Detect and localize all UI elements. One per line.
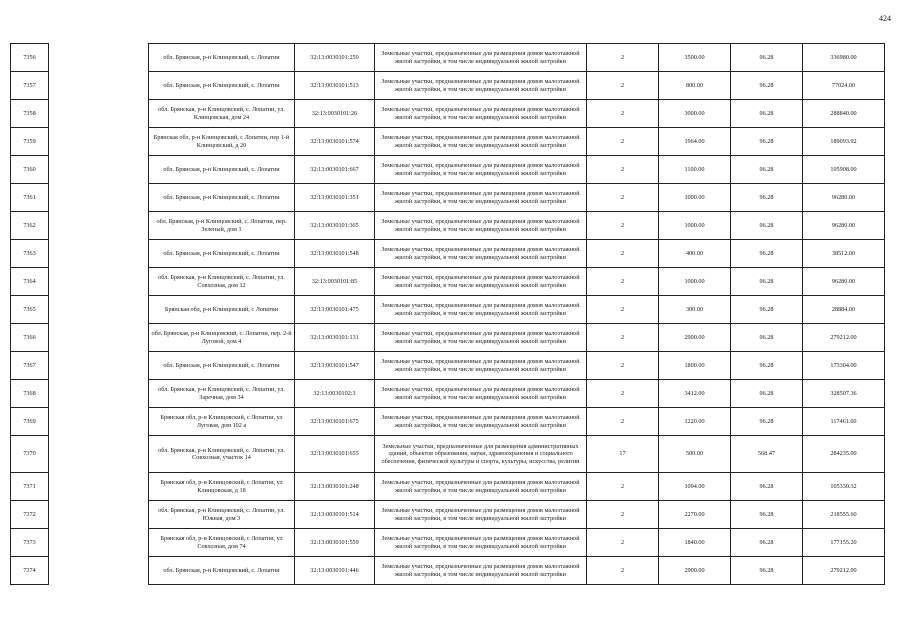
table-row [11, 212, 885, 240]
address-cell: Брянская обл, р-н Клинцовский, с Лопатни [149, 296, 295, 324]
cadastral-number-cell: 32:13:0030101:131 [295, 324, 375, 352]
cadastral-value-cell: 279212.00 [803, 324, 885, 352]
spacer-cell [49, 212, 149, 240]
cadastral-value-cell: 189093.92 [803, 128, 885, 156]
spacer-cell [49, 128, 149, 156]
cadastral-number-cell: 32:13:0030101:351 [295, 184, 375, 212]
table-row [11, 380, 885, 408]
row-number-cell: 7361 [11, 184, 49, 212]
row-number-cell: 7360 [11, 156, 49, 184]
cadastral-number-cell: 32:13:0030101:675 [295, 408, 375, 436]
cadastral-number-cell: 32:13:0030101:559 [295, 529, 375, 557]
specific-value-cell: 96.28 [731, 72, 803, 100]
table-row [11, 529, 885, 557]
spacer-cell [49, 352, 149, 380]
cadastral-number-cell: 32:13:0030101:574 [295, 128, 375, 156]
spacer-cell [49, 240, 149, 268]
land-use-cell: Земельные участки, предназначенные для размещения домов малоэтажной жилой застройки, в том числе индивидуальной жилой застройки [375, 352, 587, 380]
table-row [11, 557, 885, 585]
specific-value-cell: 96.28 [731, 128, 803, 156]
address-cell: обл. Брянская, р-н Клинцовский, с. Лопатни [149, 352, 295, 380]
group-number-cell: 2 [587, 557, 659, 585]
group-number-cell: 2 [587, 408, 659, 436]
address-cell: обл. Брянская, р-н Клинцовский, с. Лопатни [149, 72, 295, 100]
table-row [11, 156, 885, 184]
area-cell: 1094.00 [659, 473, 731, 501]
specific-value-cell: 96.28 [731, 473, 803, 501]
cadastral-value-cell: 96280.00 [803, 212, 885, 240]
spacer-cell [49, 324, 149, 352]
row-number-cell: 7374 [11, 557, 49, 585]
cadastral-number-cell: 32:13:0030101:514 [295, 501, 375, 529]
address-cell: обл. Брянская, р-н Клинцовский, с. Лопатни, ул. Клинцовская, дом 24 [149, 100, 295, 128]
area-cell: 2900.00 [659, 324, 731, 352]
area-cell: 400.00 [659, 240, 731, 268]
address-cell: обл. Брянская, р-н Клинцовский, с. Лопатни [149, 184, 295, 212]
address-cell: Брянская обл, р-н Клинцовский, с Лопатни, пер 1-й Клинцовский, д 20 [149, 128, 295, 156]
group-number-cell: 2 [587, 156, 659, 184]
spacer-cell [49, 436, 149, 473]
address-cell: обл. Брянская, р-н Клинцовский, с. Лопатни, ул. Совхозная, участок 14 [149, 436, 295, 473]
table-row [11, 296, 885, 324]
cadastral-number-cell: 32:13:0030101:250 [295, 44, 375, 72]
area-cell: 2270.00 [659, 501, 731, 529]
row-number-cell: 7356 [11, 44, 49, 72]
area-cell: 1800.00 [659, 352, 731, 380]
cadastral-value-cell: 105330.32 [803, 473, 885, 501]
spacer-cell [49, 184, 149, 212]
area-cell: 1220.00 [659, 408, 731, 436]
address-cell: Брянская обл, р-н Клинцовский, с Лопатни, ул Совхозная, дом 74 [149, 529, 295, 557]
cadastral-value-cell: 117461.60 [803, 408, 885, 436]
area-cell: 1100.00 [659, 156, 731, 184]
cadastral-value-cell: 177155.20 [803, 529, 885, 557]
group-number-cell: 2 [587, 184, 659, 212]
land-use-cell: Земельные участки, предназначенные для размещения домов малоэтажной жилой застройки, в том числе индивидуальной жилой застройки [375, 296, 587, 324]
address-cell: обл. Брянская, р-н Клинцовский, с. Лопатни, ул. Совхозная, дом 12 [149, 268, 295, 296]
cadastral-value-cell: 105908.00 [803, 156, 885, 184]
row-number-cell: 7362 [11, 212, 49, 240]
address-cell: обл. Брянская, р-н Клинцовский, с. Лопатни [149, 156, 295, 184]
specific-value-cell: 568.47 [731, 436, 803, 473]
land-use-cell: Земельные участки, предназначенные для размещения домов малоэтажной жилой застройки, в том числе индивидуальной жилой застройки [375, 529, 587, 557]
land-use-cell: Земельные участки, предназначенные для размещения домов малоэтажной жилой застройки, в том числе индивидуальной жилой застройки [375, 100, 587, 128]
spacer-cell [49, 380, 149, 408]
spacer-cell [49, 501, 149, 529]
group-number-cell: 2 [587, 296, 659, 324]
row-number-cell: 7367 [11, 352, 49, 380]
area-cell: 1964.00 [659, 128, 731, 156]
specific-value-cell: 96.28 [731, 408, 803, 436]
page-number: 424 [879, 14, 891, 23]
address-cell: обл. Брянская, р-н Клинцовский, с. Лопатни [149, 557, 295, 585]
row-number-cell: 7359 [11, 128, 49, 156]
spacer-cell [49, 100, 149, 128]
group-number-cell: 2 [587, 100, 659, 128]
address-cell: обл. Брянская, р-н Клинцовский, с. Лопатни [149, 240, 295, 268]
land-use-cell: Земельные участки, предназначенные для размещения домов малоэтажной жилой застройки, в том числе индивидуальной жилой застройки [375, 44, 587, 72]
land-use-cell: Земельные участки, предназначенные для размещения домов малоэтажной жилой застройки, в том числе индивидуальной жилой застройки [375, 408, 587, 436]
cadastral-number-cell: 32:13:0030101:365 [295, 212, 375, 240]
table-row [11, 408, 885, 436]
land-use-cell: Земельные участки, предназначенные для размещения домов малоэтажной жилой застройки, в том числе индивидуальной жилой застройки [375, 212, 587, 240]
cadastral-number-cell: 32:13:0030101:655 [295, 436, 375, 473]
cadastral-number-cell: 32:13:0030102:3 [295, 380, 375, 408]
specific-value-cell: 96.28 [731, 156, 803, 184]
row-number-cell: 7357 [11, 72, 49, 100]
spacer-cell [49, 557, 149, 585]
group-number-cell: 2 [587, 380, 659, 408]
cadastral-value-cell: 288840.00 [803, 100, 885, 128]
area-cell: 1000.00 [659, 268, 731, 296]
area-cell: 3000.00 [659, 100, 731, 128]
land-use-cell: Земельные участки, предназначенные для размещения домов малоэтажной жилой застройки, в том числе индивидуальной жилой застройки [375, 380, 587, 408]
table-row [11, 352, 885, 380]
specific-value-cell: 96.28 [731, 529, 803, 557]
land-use-cell: Земельные участки, предназначенные для размещения домов малоэтажной жилой застройки, в том числе индивидуальной жилой застройки [375, 501, 587, 529]
land-use-cell: Земельные участки, предназначенные для размещения домов малоэтажной жилой застройки, в том числе индивидуальной жилой застройки [375, 268, 587, 296]
land-use-cell: Земельные участки, предназначенные для размещения домов малоэтажной жилой застройки, в том числе индивидуальной жилой застройки [375, 240, 587, 268]
cadastral-number-cell: 32:13:0030101:475 [295, 296, 375, 324]
spacer-cell [49, 408, 149, 436]
area-cell: 1840.00 [659, 529, 731, 557]
cadastral-value-cell: 279212.00 [803, 557, 885, 585]
area-cell: 1000.00 [659, 212, 731, 240]
table-row [11, 128, 885, 156]
spacer-cell [49, 268, 149, 296]
cadastral-value-cell: 284235.00 [803, 436, 885, 473]
cadastral-number-cell: 32:13:0030101:548 [295, 240, 375, 268]
spacer-cell [49, 473, 149, 501]
area-cell: 2900.00 [659, 557, 731, 585]
row-number-cell: 7365 [11, 296, 49, 324]
row-number-cell: 7363 [11, 240, 49, 268]
cadastral-value-cell: 336980.00 [803, 44, 885, 72]
table-row [11, 501, 885, 529]
specific-value-cell: 96.28 [731, 100, 803, 128]
specific-value-cell: 96.28 [731, 352, 803, 380]
cadastral-number-cell: 32:13:0030101:26 [295, 100, 375, 128]
cadastral-number-cell: 32:13:0030101:85 [295, 268, 375, 296]
group-number-cell: 2 [587, 128, 659, 156]
address-cell: обл. Брянская, р-н Клинцовский, с. Лопатни, пер. Зеленый, дом 1 [149, 212, 295, 240]
spacer-cell [49, 156, 149, 184]
table-row [11, 100, 885, 128]
cadastral-value-cell: 28884.00 [803, 296, 885, 324]
spacer-cell [49, 296, 149, 324]
cadastral-value-cell: 96280.00 [803, 184, 885, 212]
specific-value-cell: 96.28 [731, 212, 803, 240]
group-number-cell: 2 [587, 240, 659, 268]
land-use-cell: Земельные участки, предназначенные для размещения домов малоэтажной жилой застройки, в том числе индивидуальной жилой застройки [375, 324, 587, 352]
cadastral-number-cell: 32:13:0030101:446 [295, 557, 375, 585]
land-use-cell: Земельные участки, предназначенные для размещения домов малоэтажной жилой застройки, в том числе индивидуальной жилой застройки [375, 128, 587, 156]
land-use-cell: Земельные участки, предназначенные для размещения домов малоэтажной жилой застройки, в том числе индивидуальной жилой застройки [375, 473, 587, 501]
row-number-cell: 7364 [11, 268, 49, 296]
cadastral-value-cell: 77024.00 [803, 72, 885, 100]
table-row [11, 44, 885, 72]
spacer-cell [49, 529, 149, 557]
address-cell: обл. Брянская, р-н Клинцовский, с. Лопатни [149, 44, 295, 72]
group-number-cell: 2 [587, 44, 659, 72]
table-row [11, 184, 885, 212]
group-number-cell: 2 [587, 501, 659, 529]
specific-value-cell: 96.28 [731, 501, 803, 529]
land-use-cell: Земельные участки, предназначенные для размещения домов малоэтажной жилой застройки, в том числе индивидуальной жилой застройки [375, 72, 587, 100]
address-cell: обл. Брянская, р-н Клинцовский, с. Лопатни, ул. Южная, дом 3 [149, 501, 295, 529]
group-number-cell: 17 [587, 436, 659, 473]
land-use-cell: Земельные участки, предназначенные для размещения домов малоэтажной жилой застройки, в том числе индивидуальной жилой застройки [375, 557, 587, 585]
cadastral-number-cell: 32:13:0030101:547 [295, 352, 375, 380]
cadastral-value-table [10, 43, 885, 585]
cadastral-value-cell: 328507.36 [803, 380, 885, 408]
area-cell: 1000.00 [659, 184, 731, 212]
land-use-cell: Земельные участки, предназначенные для размещения административных зданий, объектов образования, науки, здравоохранения и социального обеспечения, физической культуры и спорта, культуры, искусства, религии [375, 436, 587, 473]
address-cell: обл. Брянская, р-н Клинцовский, с. Лопатни, ул. Заречная, дом 34 [149, 380, 295, 408]
specific-value-cell: 96.28 [731, 184, 803, 212]
group-number-cell: 2 [587, 72, 659, 100]
specific-value-cell: 96.28 [731, 240, 803, 268]
address-cell: Брянская обл, р-н Клинцовский, с Лопатни, ул Клинцовская, д 18 [149, 473, 295, 501]
address-cell: обл. Брянская, р-н Клинцовский, с. Лопатни, пер. 2-й Луговой, дом 4 [149, 324, 295, 352]
row-number-cell: 7366 [11, 324, 49, 352]
table-row [11, 240, 885, 268]
group-number-cell: 2 [587, 352, 659, 380]
specific-value-cell: 96.28 [731, 380, 803, 408]
area-cell: 800.00 [659, 72, 731, 100]
group-number-cell: 2 [587, 212, 659, 240]
area-cell: 3412.00 [659, 380, 731, 408]
specific-value-cell: 96.28 [731, 324, 803, 352]
area-cell: 500.00 [659, 436, 731, 473]
cadastral-number-cell: 32:13:0030101:513 [295, 72, 375, 100]
row-number-cell: 7373 [11, 529, 49, 557]
row-number-cell: 7369 [11, 408, 49, 436]
cadastral-value-cell: 218555.60 [803, 501, 885, 529]
address-cell: Брянская обл, р-н Клинцовский, с Лопатни, ул Луговая, дом 102 а [149, 408, 295, 436]
specific-value-cell: 96.28 [731, 44, 803, 72]
cadastral-number-cell: 32:13:0030101:667 [295, 156, 375, 184]
table-row [11, 324, 885, 352]
group-number-cell: 2 [587, 268, 659, 296]
group-number-cell: 2 [587, 473, 659, 501]
table-row [11, 473, 885, 501]
table-row [11, 72, 885, 100]
row-number-cell: 7372 [11, 501, 49, 529]
specific-value-cell: 96.28 [731, 268, 803, 296]
spacer-cell [49, 72, 149, 100]
group-number-cell: 2 [587, 529, 659, 557]
spacer-cell [49, 44, 149, 72]
table-row [11, 268, 885, 296]
row-number-cell: 7368 [11, 380, 49, 408]
row-number-cell: 7358 [11, 100, 49, 128]
specific-value-cell: 96.28 [731, 296, 803, 324]
cadastral-number-cell: 32:13:0030101:248 [295, 473, 375, 501]
area-cell: 300.00 [659, 296, 731, 324]
cadastral-value-cell: 38512.00 [803, 240, 885, 268]
row-number-cell: 7370 [11, 436, 49, 473]
cadastral-value-cell: 96280.00 [803, 268, 885, 296]
area-cell: 3500.00 [659, 44, 731, 72]
cadastral-value-cell: 173304.00 [803, 352, 885, 380]
land-use-cell: Земельные участки, предназначенные для размещения домов малоэтажной жилой застройки, в том числе индивидуальной жилой застройки [375, 184, 587, 212]
group-number-cell: 2 [587, 324, 659, 352]
specific-value-cell: 96.28 [731, 557, 803, 585]
table-row [11, 436, 885, 473]
land-use-cell: Земельные участки, предназначенные для размещения домов малоэтажной жилой застройки, в том числе индивидуальной жилой застройки [375, 156, 587, 184]
row-number-cell: 7371 [11, 473, 49, 501]
